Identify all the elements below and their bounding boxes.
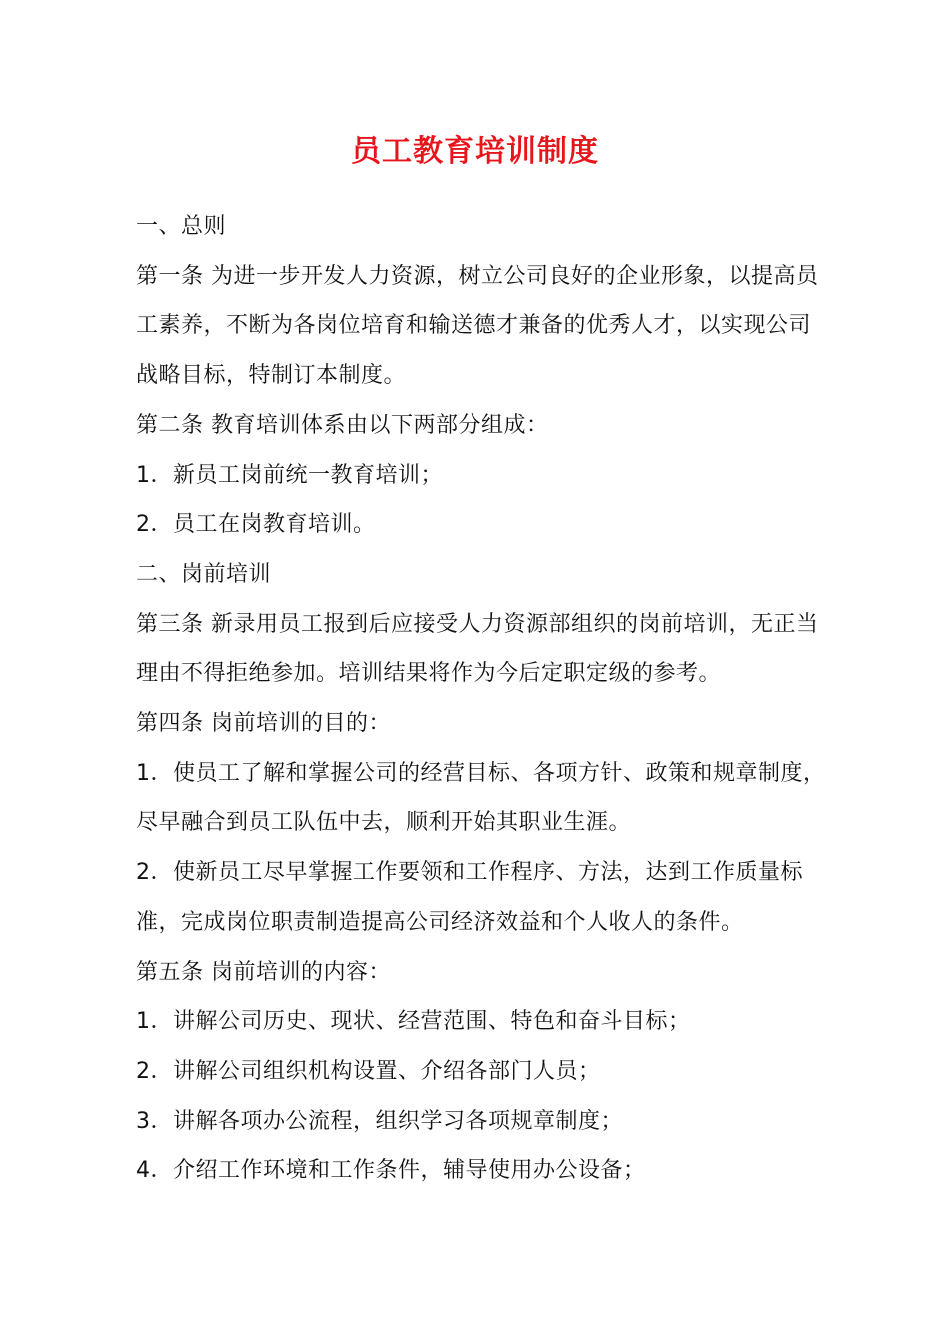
paragraph-line: 1．讲解公司历史、现状、经营范围、特色和奋斗目标； xyxy=(136,1009,691,1035)
paragraph xyxy=(136,401,826,451)
paragraph xyxy=(136,948,826,998)
paragraph-line: 理由不得拒绝参加。培训结果将作为今后定职定级的参考。 xyxy=(136,661,722,687)
paragraph-line: 3．讲解各项办公流程，组织学习各项规章制度； xyxy=(136,1108,623,1134)
paragraph xyxy=(136,749,826,848)
paragraph xyxy=(136,848,826,947)
paragraph-line: 第二条 教育培训体系由以下两部分组成： xyxy=(136,412,549,438)
paragraph-line: 第五条 岗前培训的内容： xyxy=(136,959,391,985)
paragraph-line: 工素养，不断为各岗位培育和输送德才兼备的优秀人才，以实现公司 xyxy=(136,313,812,339)
document-title: 员工教育培训制度 xyxy=(351,134,599,169)
paragraph xyxy=(136,500,826,550)
paragraph xyxy=(136,699,826,749)
paragraph xyxy=(136,1146,826,1196)
paragraph-line: 第四条 岗前培训的目的： xyxy=(136,711,391,737)
paragraph-line: 2．讲解公司组织机构设置、介绍各部门人员； xyxy=(136,1058,601,1084)
paragraph-line: 二、岗前培训 xyxy=(136,561,272,587)
paragraph-line: 1．新员工岗前统一教育培训； xyxy=(136,462,443,488)
paragraph xyxy=(136,202,826,252)
paragraph xyxy=(136,252,826,401)
paragraph-line: 4．介绍工作环境和工作条件，辅导使用办公设备； xyxy=(136,1158,646,1184)
paragraph xyxy=(136,600,826,699)
paragraph-line: 2．员工在岗教育培训。 xyxy=(136,512,376,538)
paragraph xyxy=(136,451,826,501)
paragraph xyxy=(136,1097,826,1147)
paragraph-line: 一、总则 xyxy=(136,214,227,239)
paragraph xyxy=(136,997,826,1047)
paragraph-line: 战略目标，特制订本制度。 xyxy=(136,363,407,389)
paragraph-line: 准，完成岗位职责制造提高公司经济效益和个人收人的条件。 xyxy=(136,909,744,935)
paragraph xyxy=(136,1047,826,1097)
paragraph-line: 2．使新员工尽早掌握工作要领和工作程序、方法，达到工作质量标 xyxy=(136,860,803,886)
paragraph-line: 第三条 新录用员工报到后应接受人力资源部组织的岗前培训，无正当 xyxy=(136,611,819,637)
paragraph-line: 1．使员工了解和掌握公司的经营目标、各项方针、政策和规章制度， xyxy=(136,760,826,786)
paragraph xyxy=(136,550,826,600)
paragraph-line: 第一条 为进一步开发人力资源，树立公司良好的企业形象，以提高员 xyxy=(136,263,819,289)
document-body xyxy=(136,202,826,1196)
paragraph-line: 尽早融合到员工队伍中去，顺利开始其职业生涯。 xyxy=(136,810,632,836)
